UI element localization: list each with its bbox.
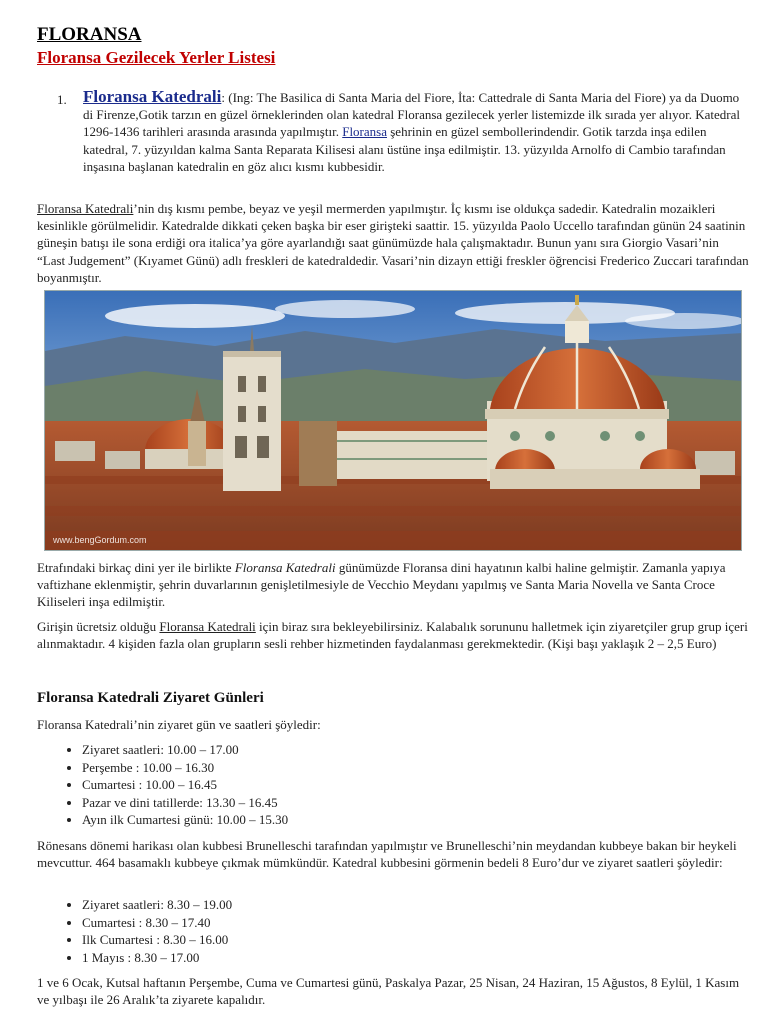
list-item: • 1 Mayıs : 8.30 – 17.00: [82, 949, 232, 967]
cathedral-inline-link-2[interactable]: Floransa Katedrali: [159, 619, 256, 634]
paragraph-religious-center: [37, 559, 749, 611]
para2-text-b: günümüzde Floransa dini hayatının kalbi haline gelmiştir. Zamanla yapıya vaftizhane eklenmiştir, şehrin duvarlarının genişletilmesiyle de Vecchio Meydanı yapılmış ve Santa Maria Novella ve Santa Croce Kiliseleri inşa edilmiştir.: [37, 560, 726, 610]
list-colon: :: [221, 90, 225, 105]
list-item: • Ilk Cumartesi : 8.30 – 16.00: [82, 931, 232, 949]
section-heading-visit-days: Floransa Katedrali Ziyaret Günleri: [37, 690, 264, 706]
para3-text-a: Girişin ücretsiz olduğu: [37, 619, 160, 634]
floransa-link[interactable]: Floransa: [342, 124, 387, 140]
page-subtitle-link[interactable]: Floransa Gezilecek Yerler Listesi: [37, 48, 276, 67]
para3-text-b: için biraz sıra bekleyebilirsiniz. Kalabalık sorununu halletmek için ziyaretçiler grup grup içeri alınmaktadır. 4 kişiden fazla olan grupların sesli rehber hizmetinden faydalanması gerekmektedir. (Kişi başı yaklaşık 2 – 2,5 Euro): [37, 619, 748, 652]
list-text-b: şehrinin en güzel sembollerindendir. Gotik tarzda inşa edilen katedral, 7. yüzyıldan kalma Santa Reparata Kilisesi alanı üstüne inşa edilmiştir. 13. yüzyılda Arnolfo di Cambio tarafından inşasına başlanan katedralin en göz alıcı kısmı kubbesidir.: [83, 124, 726, 174]
para2-text-a: Etrafındaki birkaç dini yer ile birlikte: [37, 560, 235, 575]
paragraph-dome: Rönesans dönemi harikası olan kubbesi Brunelleschi tarafından yapılmıştır ve Brunelleschi’nin meydandan kubbeye bakan bir heykeli mevcuttur. 464 basamaklı kubbeye çıkmak mümkündür. Katedral kubbesini görmenin bedeli 8 Euro’dur ve ziyaret saatleri şöyledir:: [37, 838, 737, 871]
visit-intro: Floransa Katedrali’nin ziyaret gün ve saatleri şöyledir:: [37, 717, 321, 732]
list-item-body: [83, 88, 747, 175]
list-item: • Cumartesi : 10.00 – 16.45: [82, 776, 288, 794]
list-number: 1.: [57, 92, 67, 107]
para2-italic: Floransa Katedrali: [234, 560, 336, 575]
photo-watermark: www.bengGordum.com: [53, 535, 147, 545]
numbered-list-item: [57, 88, 747, 175]
list-item: • Ziyaret saatleri: 10.00 – 17.00: [82, 741, 288, 759]
cathedral-inline-link[interactable]: Floransa Katedrali: [37, 201, 134, 216]
dome-hours-list: [62, 896, 232, 966]
list-text-a: (Ing: The Basilica di Santa Maria del Fiore, İta: Cattedrale di Santa Maria del Fiore) ya da Duomo di Firenze,Gotik tarzın en güzel örneklerinden olan katedral Floransa gezilecek yerler listemizde ilk sırada yer alıyor. Katedral 1296-1436 tarihleri arasında arasında yapılmıştır.: [83, 90, 740, 140]
cathedral-link[interactable]: Floransa Katedrali: [83, 87, 222, 106]
paragraph-entry: [37, 618, 749, 652]
list-item: • Pazar ve dini tatillerde: 13.30 – 16.45: [82, 794, 288, 812]
list-item: • Cumartesi : 8.30 – 17.40: [82, 914, 232, 932]
list-item: • Perşembe : 10.00 – 16.30: [82, 759, 288, 777]
cathedral-photo: [44, 290, 742, 551]
paragraph-exterior-text: ’nin dış kısmı pembe, beyaz ve yeşil mermerden yapılmıştır. İç kısmı ise oldukça sadedir. Katedralin mozaikleri kesinlikle görülmelidir. Katedralde dikkati çeken başka bir eser girişteki saattir. 15. yüzyılda Paolo Uccello tarafından günün 24 saatinin güneşin batışı ile sona erdiği ora italica’ya göre ayarlandığı saat günümüzde hala çalışmaktadır. Bunun yanı sıra Giorgio Vasari’nin “Last Judgement” (Kıyamet Günü) adlı freskleri de katedraldedir. Vasari’nin dizayn ettiği freskler öğrencisi Frederico Zuccari tarafından boyanmıştır.: [37, 201, 749, 285]
visit-hours-list: [62, 741, 288, 829]
paragraph-exterior: [37, 200, 749, 286]
paragraph-closed-days: 1 ve 6 Ocak, Kutsal haftanın Perşembe, Cuma ve Cumartesi günü, Paskalya Pazar, 25 Nisan, 24 Haziran, 15 Ağustos, 8 Eylül, 1 Kasım ve yılbaşı ile 26 Aralık’ta ziyarete kapalıdır.: [37, 975, 740, 1008]
list-item: • Ayın ilk Cumartesi günü: 10.00 – 15.30: [82, 811, 288, 829]
page-title: FLORANSA: [37, 24, 142, 45]
list-item: • Ziyaret saatleri: 8.30 – 19.00: [82, 896, 232, 914]
